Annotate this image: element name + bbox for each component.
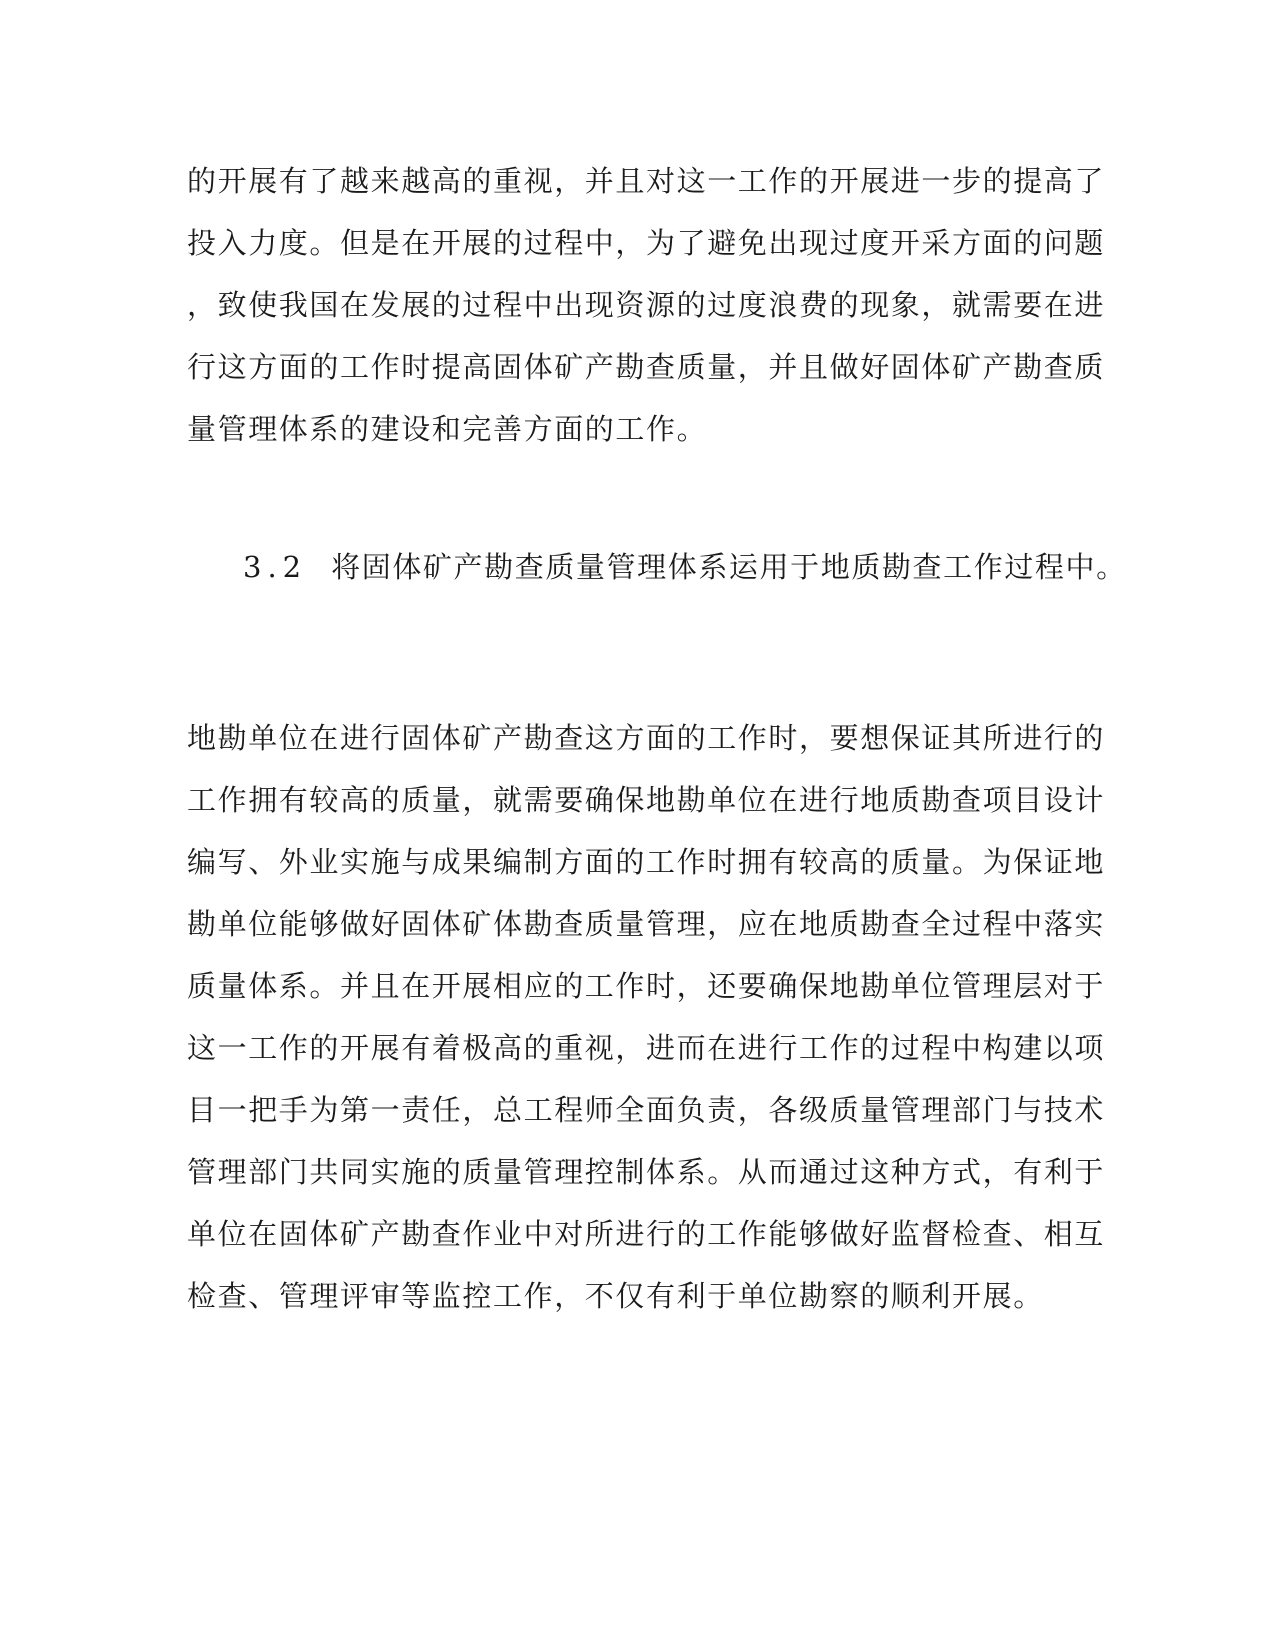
paragraph-line: 投入力度。但是在开展的过程中，为了避免出现过度开采方面的问题 [187,226,1106,260]
paragraph-line: 管理部门共同实施的质量管理控制体系。从而通过这种方式，有利于 [187,1155,1106,1189]
paragraph-line: 勘单位能够做好固体矿体勘查质量管理，应在地质勘查全过程中落实 [187,907,1106,941]
paragraph-line: 地勘单位在进行固体矿产勘查这方面的工作时，要想保证其所进行的 [187,721,1106,755]
paragraph-line: 的开展有了越来越高的重视，并且对这一工作的开展进一步的提高了 [187,164,1106,198]
paragraph-line: 工作拥有较高的质量，就需要确保地勘单位在进行地质勘查项目设计 [187,783,1106,817]
section-title: 将固体矿产勘查质量管理体系运用于地质勘查工作过程中。 [331,550,1127,584]
paragraph-line: 质量体系。并且在开展相应的工作时，还要确保地勘单位管理层对于 [187,969,1106,1003]
paragraph-line: ，致使我国在发展的过程中出现资源的过度浪费的现象，就需要在进 [187,288,1106,322]
paragraph-line: 编写、外业实施与成果编制方面的工作时拥有较高的质量。为保证地 [187,845,1106,879]
paragraph-line: 行这方面的工作时提高固体矿产勘查质量，并且做好固体矿产勘查质 [187,350,1106,384]
paragraph-line: 这一工作的开展有着极高的重视，进而在进行工作的过程中构建以项 [187,1031,1106,1065]
paragraph-line: 单位在固体矿产勘查作业中对所进行的工作能够做好监督检查、相互 [187,1217,1106,1251]
paragraph-line: 目一把手为第一责任，总工程师全面负责，各级质量管理部门与技术 [187,1093,1106,1127]
section-number: 3.2 [243,550,308,584]
paragraph-line: 量管理体系的建设和完善方面的工作。 [187,412,708,446]
section-heading [243,549,1127,585]
paragraph-line: 检查、管理评审等监控工作，不仅有利于单位勘察的顺利开展。 [187,1279,1044,1313]
